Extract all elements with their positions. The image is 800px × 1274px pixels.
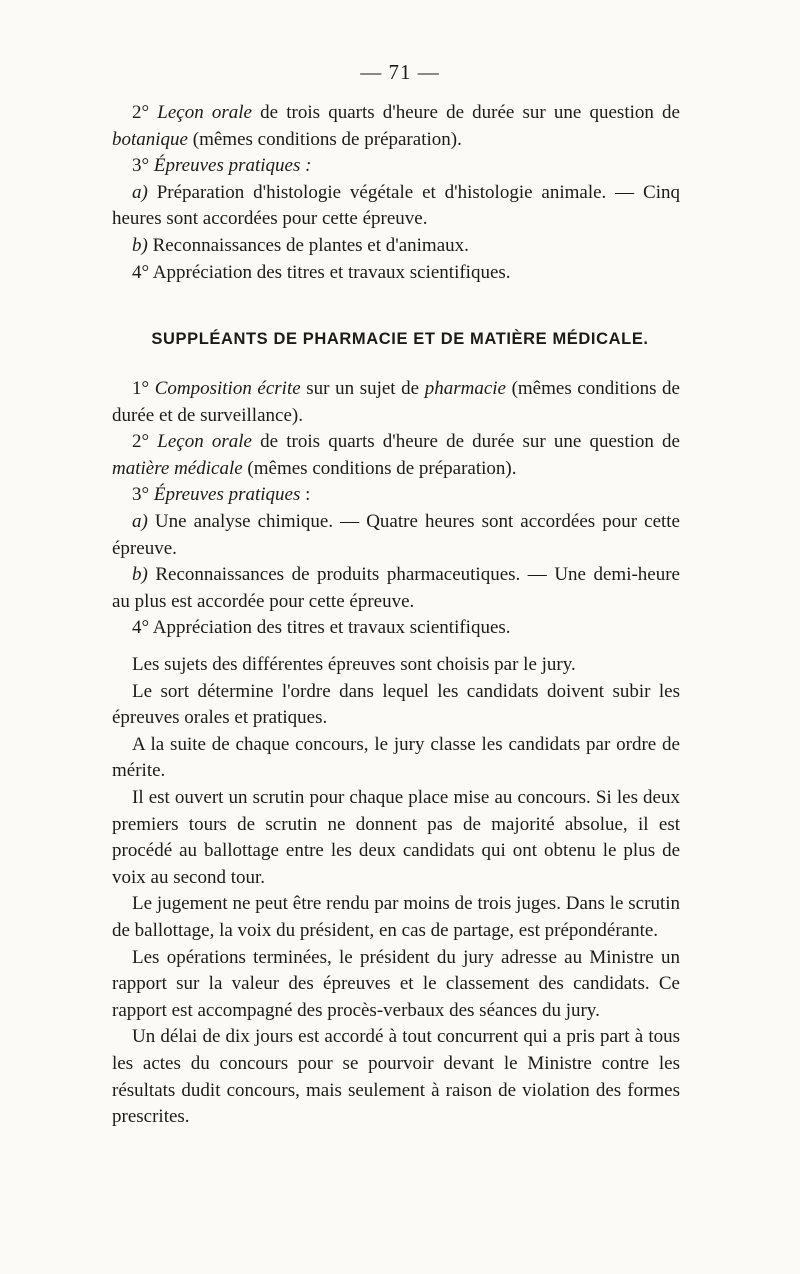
item-text: de trois quarts d'heure de durée sur une question de [251,102,680,123]
section-botany-continued [112,100,680,286]
item-title: Épreuves pratiques : [153,155,312,177]
item-title: Leçon orale [157,431,252,453]
sub-item-text: Une analyse chimique. — Quatre heures sont accordées pour cette épreuve. [112,510,680,559]
paragraph: A la suite de chaque concours, le jury classe les candidats par ordre de mérite. [112,733,680,782]
list-item [112,615,680,642]
paragraph: Les sujets des différentes épreuves sont choisis par le jury. [132,654,576,675]
paragraph: Les opérations terminées, le président du jury adresse au Ministre un rapport sur la valeur des épreuves et le classement des candidats. Ce rapport est accompagné des procès-verbaux des séances du jury. [112,946,680,1021]
sub-item-text: Préparation d'histologie végétale et d'histologie animale. — Cinq heures sont accordées pour cette épreuve. [112,181,680,230]
section-pharmacy [112,376,680,642]
item-number: 3° [132,484,150,506]
paragraph: Il est ouvert un scrutin pour chaque place mise au concours. Si les deux premiers tours de scrutin ne donnent pas de majorité absolue, il est procédé au ballottage entre les deux candidats qui ont obtenu le plus de voix au second tour. [112,786,680,888]
item-subject: pharmacie [424,378,506,399]
sub-item [112,509,680,562]
list-item [112,482,680,509]
sub-item-label: a) [132,510,148,532]
sub-item-label: b) [132,234,148,256]
list-item [112,376,680,429]
sub-item [112,562,680,615]
section-heading: SUPPLÉANTS DE PHARMACIE ET DE MATIÈRE MÉDICALE. [151,330,649,348]
item-text: (mêmes conditions de préparation). [188,128,462,150]
sub-item [112,180,680,233]
page-number: — 71 — [360,60,440,84]
item-text: Appréciation des titres et travaux scientifiques. [149,617,511,639]
sub-item [112,233,680,260]
item-title: Leçon orale [157,102,252,123]
sub-item-text: Reconnaissances de plantes et d'animaux. [147,234,469,256]
sub-item-text: Reconnaissances de produits pharmaceutiques. — Une demi-heure au plus est accordée pour cette épreuve. [112,564,680,612]
item-number: 2° [132,431,150,453]
item-number: 3° [132,155,150,177]
paragraph: Le jugement ne peut être rendu par moins de trois juges. Dans le scrutin de ballottage, la voix du président, en cas de partage, est prépondérante. [112,893,680,941]
list-item [112,100,680,153]
item-subject: matière médicale [112,457,243,479]
item-number: 1° [132,378,150,399]
item-title: Épreuves pratiques [153,484,301,506]
item-text: (mêmes conditions de durée et de surveillance). [112,378,680,426]
item-number: 2° [132,102,150,123]
item-subject: botanique [112,128,188,150]
list-item [112,429,680,482]
item-number: 4° [132,617,150,639]
item-text: (mêmes conditions de préparation). [242,457,517,479]
item-text: : [300,484,311,506]
list-item [112,153,680,180]
sub-item-label: b) [132,564,148,586]
list-item [112,260,680,287]
item-text: de trois quarts d'heure de durée sur une question de [251,431,680,453]
general-rules [112,652,680,1131]
item-text: Appréciation des titres et travaux scientifiques. [149,261,511,283]
paragraph: Le sort détermine l'ordre dans lequel les candidats doivent subir les épreuves orales et pratiques. [112,680,680,729]
item-text: sur un sujet de [300,378,425,399]
paragraph: Un délai de dix jours est accordé à tout concurrent qui a pris part à tous les actes du concours pour se pourvoir devant le Ministre contre les résultats dudit concours, mais seulement à raison de violation des formes prescrites. [112,1026,680,1128]
item-number: 4° [132,261,150,283]
sub-item-label: a) [132,181,148,203]
item-title: Composition écrite [154,378,301,399]
